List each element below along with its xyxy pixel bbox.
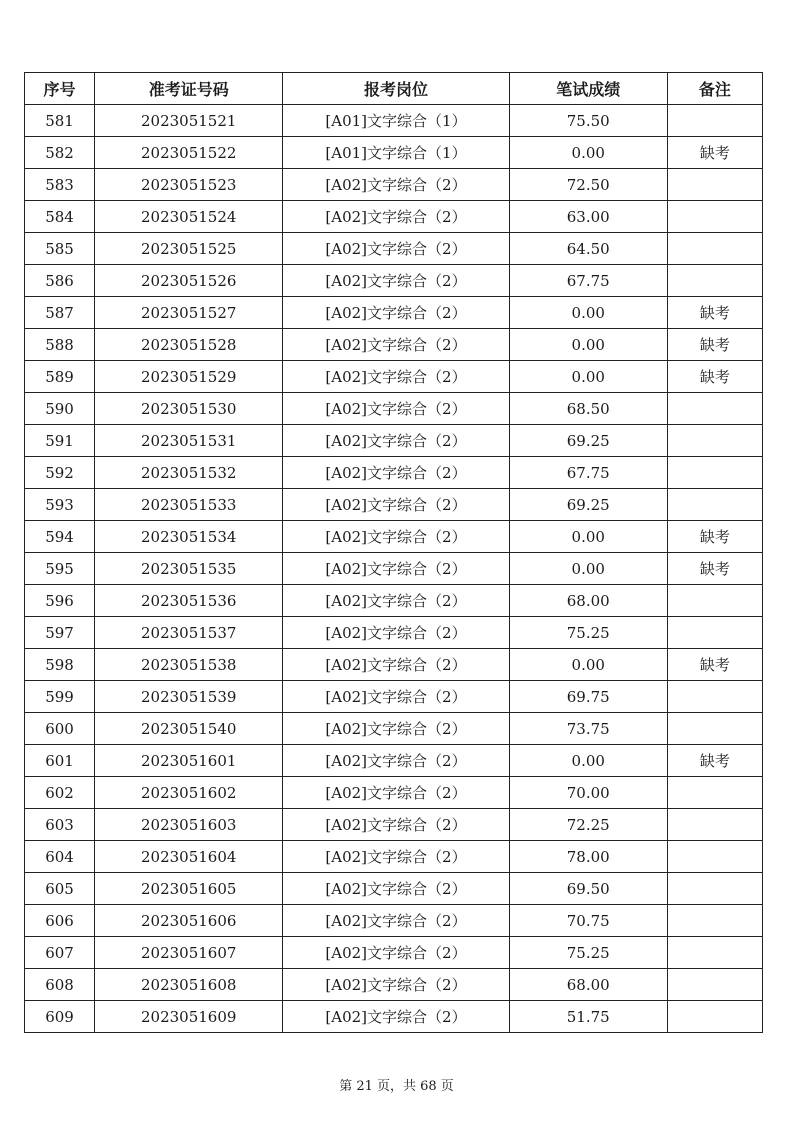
- cell-note: [667, 233, 762, 265]
- table-row: [25, 393, 763, 425]
- cell-seq: 596: [25, 585, 95, 617]
- cell-exam-id: 2023051538: [95, 649, 283, 681]
- cell-score: 75.50: [509, 105, 667, 137]
- cell-note: [667, 169, 762, 201]
- cell-note: [667, 425, 762, 457]
- cell-post: [A02]文字综合（2）: [283, 777, 509, 809]
- cell-score: 70.00: [509, 777, 667, 809]
- cell-score: 78.00: [509, 841, 667, 873]
- cell-score: 0.00: [509, 521, 667, 553]
- cell-seq: 588: [25, 329, 95, 361]
- cell-post: [A02]文字综合（2）: [283, 969, 509, 1001]
- cell-note: [667, 617, 762, 649]
- table-row: [25, 937, 763, 969]
- table-row: [25, 425, 763, 457]
- cell-note: 缺考: [667, 745, 762, 777]
- table-row: [25, 553, 763, 585]
- cell-note: [667, 905, 762, 937]
- cell-post: [A02]文字综合（2）: [283, 873, 509, 905]
- header-score: 笔试成绩: [509, 73, 667, 105]
- table-row: [25, 713, 763, 745]
- cell-seq: 586: [25, 265, 95, 297]
- cell-post: [A01]文字综合（1）: [283, 137, 509, 169]
- cell-note: 缺考: [667, 361, 762, 393]
- cell-note: [667, 457, 762, 489]
- cell-post: [A02]文字综合（2）: [283, 905, 509, 937]
- cell-note: [667, 713, 762, 745]
- cell-score: 0.00: [509, 297, 667, 329]
- cell-note: [667, 201, 762, 233]
- cell-post: [A02]文字综合（2）: [283, 297, 509, 329]
- cell-note: 缺考: [667, 329, 762, 361]
- cell-seq: 581: [25, 105, 95, 137]
- table-row: [25, 457, 763, 489]
- cell-score: 69.25: [509, 489, 667, 521]
- cell-seq: 609: [25, 1001, 95, 1033]
- cell-note: [667, 873, 762, 905]
- cell-note: [667, 585, 762, 617]
- cell-post: [A02]文字综合（2）: [283, 169, 509, 201]
- cell-exam-id: 2023051537: [95, 617, 283, 649]
- cell-seq: 607: [25, 937, 95, 969]
- table-row: [25, 841, 763, 873]
- cell-seq: 585: [25, 233, 95, 265]
- table-row: [25, 1001, 763, 1033]
- cell-exam-id: 2023051529: [95, 361, 283, 393]
- header-exam-id: 准考证号码: [95, 73, 283, 105]
- cell-post: [A02]文字综合（2）: [283, 681, 509, 713]
- cell-score: 68.50: [509, 393, 667, 425]
- table-row: [25, 105, 763, 137]
- cell-score: 68.00: [509, 969, 667, 1001]
- table-row: [25, 617, 763, 649]
- table-row: [25, 873, 763, 905]
- cell-post: [A02]文字综合（2）: [283, 393, 509, 425]
- cell-post: [A02]文字综合（2）: [283, 745, 509, 777]
- cell-exam-id: 2023051607: [95, 937, 283, 969]
- cell-exam-id: 2023051604: [95, 841, 283, 873]
- cell-score: 0.00: [509, 329, 667, 361]
- cell-note: [667, 489, 762, 521]
- cell-note: [667, 1001, 762, 1033]
- cell-note: 缺考: [667, 649, 762, 681]
- cell-seq: 598: [25, 649, 95, 681]
- cell-exam-id: 2023051539: [95, 681, 283, 713]
- cell-post: [A02]文字综合（2）: [283, 489, 509, 521]
- cell-note: [667, 777, 762, 809]
- cell-seq: 587: [25, 297, 95, 329]
- cell-seq: 582: [25, 137, 95, 169]
- table-row: [25, 329, 763, 361]
- cell-score: 70.75: [509, 905, 667, 937]
- cell-post: [A02]文字综合（2）: [283, 233, 509, 265]
- header-note: 备注: [667, 73, 762, 105]
- cell-exam-id: 2023051601: [95, 745, 283, 777]
- cell-seq: 593: [25, 489, 95, 521]
- table-row: [25, 649, 763, 681]
- cell-post: [A02]文字综合（2）: [283, 361, 509, 393]
- cell-seq: 600: [25, 713, 95, 745]
- cell-post: [A02]文字综合（2）: [283, 265, 509, 297]
- cell-seq: 589: [25, 361, 95, 393]
- cell-post: [A02]文字综合（2）: [283, 841, 509, 873]
- cell-post: [A02]文字综合（2）: [283, 1001, 509, 1033]
- page-indicator: 第 21 页，共 68 页: [339, 1079, 454, 1094]
- table-row: [25, 233, 763, 265]
- cell-post: [A02]文字综合（2）: [283, 425, 509, 457]
- table-row: [25, 969, 763, 1001]
- cell-score: 0.00: [509, 553, 667, 585]
- cell-post: [A02]文字综合（2）: [283, 617, 509, 649]
- cell-score: 0.00: [509, 745, 667, 777]
- cell-seq: 591: [25, 425, 95, 457]
- table-row: [25, 137, 763, 169]
- header-seq: 序号: [25, 73, 95, 105]
- cell-score: 72.50: [509, 169, 667, 201]
- cell-exam-id: 2023051521: [95, 105, 283, 137]
- cell-score: 75.25: [509, 937, 667, 969]
- cell-exam-id: 2023051531: [95, 425, 283, 457]
- cell-score: 69.25: [509, 425, 667, 457]
- cell-note: [667, 393, 762, 425]
- table-row: [25, 297, 763, 329]
- cell-exam-id: 2023051525: [95, 233, 283, 265]
- table-row: [25, 361, 763, 393]
- table-row: [25, 201, 763, 233]
- table-row: [25, 809, 763, 841]
- cell-exam-id: 2023051540: [95, 713, 283, 745]
- cell-exam-id: 2023051608: [95, 969, 283, 1001]
- cell-score: 0.00: [509, 649, 667, 681]
- cell-post: [A02]文字综合（2）: [283, 649, 509, 681]
- cell-exam-id: 2023051530: [95, 393, 283, 425]
- cell-score: 63.00: [509, 201, 667, 233]
- cell-exam-id: 2023051526: [95, 265, 283, 297]
- cell-exam-id: 2023051609: [95, 1001, 283, 1033]
- cell-post: [A02]文字综合（2）: [283, 521, 509, 553]
- table-row: [25, 905, 763, 937]
- cell-note: [667, 841, 762, 873]
- cell-post: [A01]文字综合（1）: [283, 105, 509, 137]
- cell-exam-id: 2023051528: [95, 329, 283, 361]
- table-row: [25, 265, 763, 297]
- cell-seq: 606: [25, 905, 95, 937]
- cell-seq: 605: [25, 873, 95, 905]
- cell-post: [A02]文字综合（2）: [283, 553, 509, 585]
- cell-note: 缺考: [667, 521, 762, 553]
- cell-score: 64.50: [509, 233, 667, 265]
- table-row: [25, 169, 763, 201]
- cell-exam-id: 2023051533: [95, 489, 283, 521]
- cell-seq: 583: [25, 169, 95, 201]
- cell-note: [667, 105, 762, 137]
- table-row: [25, 745, 763, 777]
- table-row: [25, 585, 763, 617]
- cell-seq: 602: [25, 777, 95, 809]
- cell-note: [667, 809, 762, 841]
- cell-post: [A02]文字综合（2）: [283, 329, 509, 361]
- cell-seq: 608: [25, 969, 95, 1001]
- table-row: [25, 681, 763, 713]
- cell-seq: 590: [25, 393, 95, 425]
- cell-note: [667, 937, 762, 969]
- cell-seq: 595: [25, 553, 95, 585]
- cell-seq: 597: [25, 617, 95, 649]
- cell-seq: 584: [25, 201, 95, 233]
- cell-exam-id: 2023051534: [95, 521, 283, 553]
- table-header-row: [25, 73, 763, 105]
- cell-score: 0.00: [509, 137, 667, 169]
- cell-post: [A02]文字综合（2）: [283, 457, 509, 489]
- cell-exam-id: 2023051524: [95, 201, 283, 233]
- cell-score: 72.25: [509, 809, 667, 841]
- table-row: [25, 489, 763, 521]
- cell-score: 51.75: [509, 1001, 667, 1033]
- cell-score: 69.75: [509, 681, 667, 713]
- cell-exam-id: 2023051535: [95, 553, 283, 585]
- cell-score: 67.75: [509, 265, 667, 297]
- cell-exam-id: 2023051602: [95, 777, 283, 809]
- cell-post: [A02]文字综合（2）: [283, 201, 509, 233]
- table-row: [25, 777, 763, 809]
- cell-seq: 592: [25, 457, 95, 489]
- cell-exam-id: 2023051605: [95, 873, 283, 905]
- cell-exam-id: 2023051523: [95, 169, 283, 201]
- cell-exam-id: 2023051522: [95, 137, 283, 169]
- cell-seq: 594: [25, 521, 95, 553]
- cell-score: 73.75: [509, 713, 667, 745]
- cell-seq: 601: [25, 745, 95, 777]
- cell-note: [667, 265, 762, 297]
- cell-score: 0.00: [509, 361, 667, 393]
- cell-note: [667, 681, 762, 713]
- table-body: [25, 105, 763, 1033]
- score-table: [24, 72, 763, 1033]
- cell-post: [A02]文字综合（2）: [283, 937, 509, 969]
- cell-note: 缺考: [667, 553, 762, 585]
- cell-post: [A02]文字综合（2）: [283, 585, 509, 617]
- cell-score: 69.50: [509, 873, 667, 905]
- table-row: [25, 521, 763, 553]
- cell-exam-id: 2023051606: [95, 905, 283, 937]
- cell-exam-id: 2023051532: [95, 457, 283, 489]
- cell-note: [667, 969, 762, 1001]
- cell-post: [A02]文字综合（2）: [283, 809, 509, 841]
- cell-score: 68.00: [509, 585, 667, 617]
- cell-note: 缺考: [667, 137, 762, 169]
- cell-score: 75.25: [509, 617, 667, 649]
- cell-exam-id: 2023051536: [95, 585, 283, 617]
- cell-seq: 599: [25, 681, 95, 713]
- cell-score: 67.75: [509, 457, 667, 489]
- cell-seq: 604: [25, 841, 95, 873]
- cell-exam-id: 2023051603: [95, 809, 283, 841]
- header-post: 报考岗位: [283, 73, 509, 105]
- cell-post: [A02]文字综合（2）: [283, 713, 509, 745]
- cell-seq: 603: [25, 809, 95, 841]
- cell-note: 缺考: [667, 297, 762, 329]
- cell-exam-id: 2023051527: [95, 297, 283, 329]
